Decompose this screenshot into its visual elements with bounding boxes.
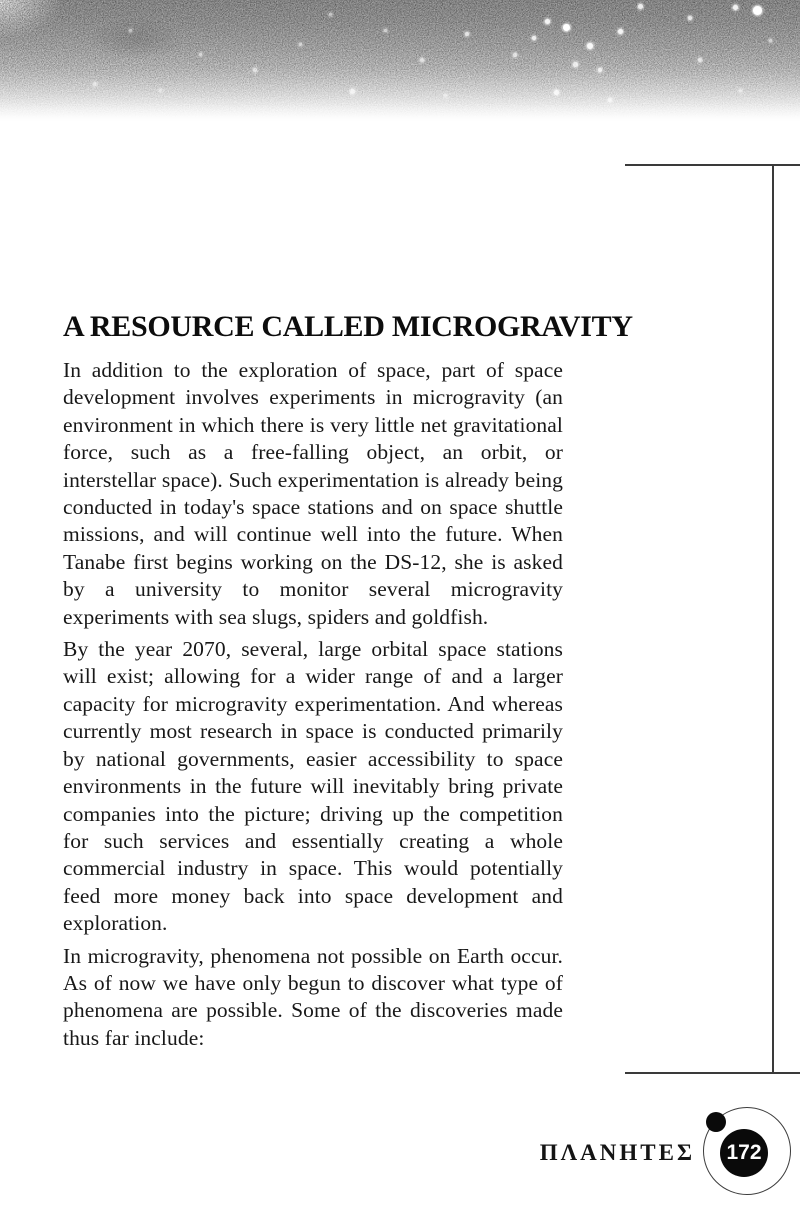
body-paragraph: In microgravity, phenomena not possible on Earth occur. As of now we have only begun to discover what type of phenomena are possible. Some of the discoveries made thus far include:	[63, 943, 563, 1050]
star	[384, 29, 387, 32]
star	[329, 13, 332, 16]
starfield-band	[0, 0, 800, 122]
star	[769, 39, 772, 42]
article-column	[63, 310, 633, 1057]
footer-series-title: ΠΛΑΝΗΤΕΣ	[539, 1140, 695, 1165]
star	[587, 43, 593, 49]
star	[608, 98, 612, 102]
star	[350, 89, 355, 94]
page-number-badge	[720, 1129, 768, 1177]
star	[253, 68, 257, 72]
body-paragraph: By the year 2070, several, large orbital space stations will exist; allowing for a wider range of and a larger capacity for microgravity experimentation. And whereas currently most research in space is conducted primarily by national governments, easier accessibility to space environments in the future will inevitably bring private companies into the picture; driving up the competition for such services and essentially creating a whole commercial industry in space. This would potentially feed more money back into space development and exploration.	[63, 637, 563, 936]
column-rule-bottom	[625, 1072, 800, 1074]
film-grain	[0, 0, 800, 122]
star	[739, 89, 742, 92]
star	[159, 89, 162, 92]
star	[573, 62, 578, 67]
page-number: 172	[726, 1141, 762, 1164]
star	[93, 82, 97, 86]
star	[420, 58, 424, 62]
column-rule-vertical	[772, 164, 774, 1074]
moon-dot-icon	[706, 1112, 726, 1132]
star	[465, 32, 469, 36]
star	[444, 94, 447, 97]
star	[554, 90, 559, 95]
star	[545, 19, 550, 24]
star	[733, 5, 738, 10]
star	[299, 43, 302, 46]
section-heading: A RESOURCE CALLED MICROGRAVITY	[63, 310, 633, 343]
star	[688, 16, 692, 20]
star	[129, 29, 132, 32]
body-paragraph: In addition to the exploration of space, part of space development involves experiments in microgravity (an environment in which there is very little net gravitational force, such as a free-falling object, an orbit, or interstellar space). Such experimentation is already being conducted in today's space stations and on space shuttle missions, and will continue well into the future. When Tanabe first begins working on the DS-12, she is asked by a university to monitor several microgravity experiments with sea slugs, spiders and goldfish.	[63, 358, 563, 629]
star	[532, 36, 536, 40]
star	[753, 6, 762, 15]
star	[513, 53, 517, 57]
star	[638, 4, 643, 9]
star	[563, 24, 570, 31]
star	[618, 29, 623, 34]
star	[199, 53, 202, 56]
star	[598, 68, 602, 72]
star	[498, 124, 503, 129]
star	[698, 58, 702, 62]
